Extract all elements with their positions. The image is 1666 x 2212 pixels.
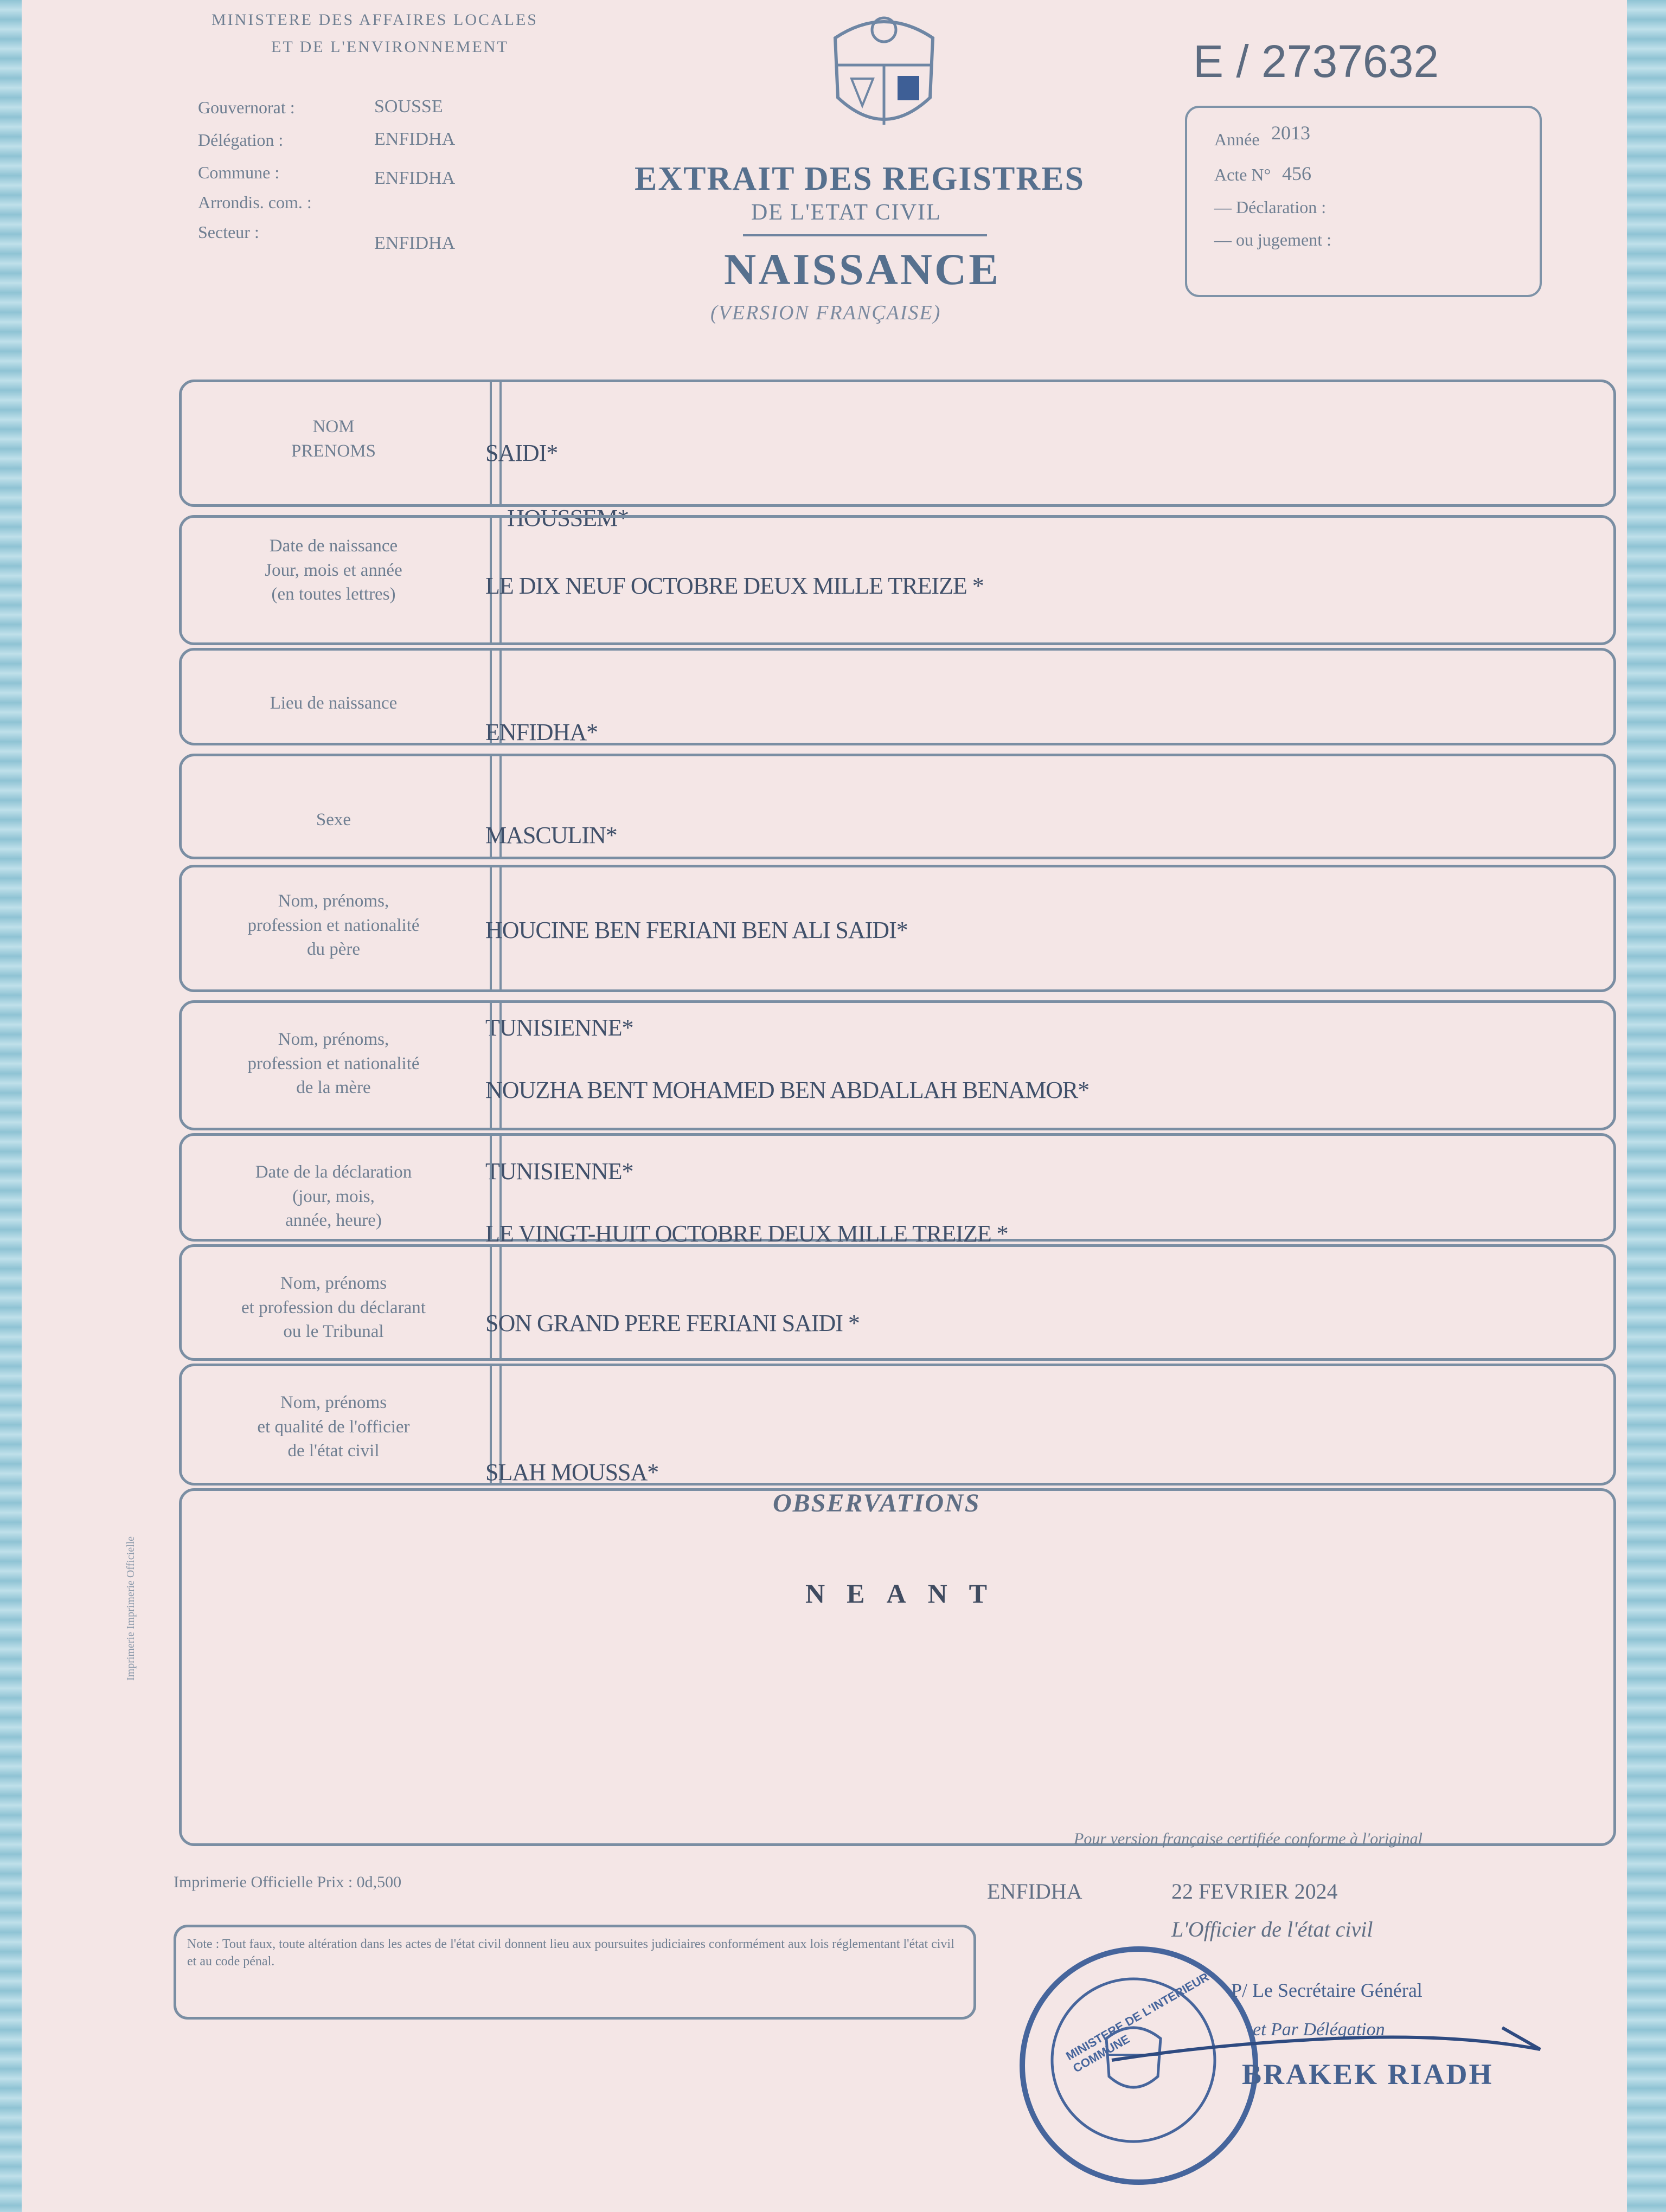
tunisia-coat-of-arms-icon [813,5,954,141]
row-label-nom-prenoms: NOM PRENOMS [291,417,376,461]
field-label-gouvernorat: Gouvernorat : [198,98,295,117]
field-label-secteur: Secteur : [198,222,259,242]
declaration-label: — Déclaration : [1214,197,1327,217]
document-subtitle: DE L'ETAT CIVIL [751,200,941,225]
issue-place: ENFIDHA [987,1879,1082,1904]
row-label-mere: Nom, prénoms, profession et nationalité de la mère [247,1030,420,1098]
observations-value: NEANT [805,1578,1009,1609]
row-lieu-naissance [179,648,1616,745]
serial-number: E / 2737632 [1193,36,1439,87]
row-value-pere-nom: HOUCINE BEN FERIANI BEN ALI SAIDI* [485,917,908,943]
document-title: EXTRAIT DES REGISTRES [635,160,1085,197]
legal-note-text: Note : Tout faux, toute altération dans les actes de l'état civil donnent lieu aux poursuites judiciaires conformément aux lois réglementant l'état civil et au code pénal. [187,1937,954,1969]
side-printer-text: Imprimerie Imprimerie Officielle [125,1536,137,1681]
field-value-delegation: ENFIDHA [374,129,456,149]
title-underline [743,234,987,236]
field-value-commune: ENFIDHA [374,168,456,188]
jugement-label: — ou jugement : [1214,230,1331,249]
row-date-naissance [179,515,1616,645]
annee-value: 2013 [1271,122,1310,144]
row-value-date-naissance: LE DIX NEUF OCTOBRE DEUX MILLE TREIZE * [485,573,984,599]
legal-note-box [174,1925,976,2020]
ministry-line1: MINISTERE DES AFFAIRES LOCALES [212,11,538,29]
row-label-sexe: Sexe [316,810,351,829]
field-value-secteur: ENFIDHA [374,233,456,253]
row-value-officier: SLAH MOUSSA* [485,1459,659,1486]
row-value-lieu-naissance: ENFIDHA* [485,719,598,745]
row-divider [490,1247,502,1358]
row-label-declarant: Nom, prénoms et profession du déclarant ou le Tribunal [241,1274,426,1342]
row-mere [179,1000,1616,1185]
row-nom-prenoms [179,380,1616,531]
row-value-date-declaration: LE VINGT-HUIT OCTOBRE DEUX MILLE TREIZE * [485,1220,1008,1247]
document-type: NAISSANCE [724,245,1001,294]
row-pere [179,865,1616,1041]
signer-name: BRAKEK RIADH [1242,2058,1494,2091]
observations-box [179,1488,1616,1846]
row-value-nom: SAIDI* [485,440,558,466]
row-value-mere-nationalite: TUNISIENNE* [485,1158,633,1185]
row-value-sexe: MASCULIN* [485,822,617,848]
field-label-delegation: Délégation : [198,130,284,150]
annee-label: Année [1214,130,1260,149]
row-value-pere-nationalite: TUNISIENNE* [485,1014,633,1041]
row-date-declaration [179,1133,1616,1247]
ministry-line2: ET DE L'ENVIRONNEMENT [271,38,509,56]
row-sexe [179,754,1616,859]
acte-label: Acte N° [1214,165,1271,184]
acte-value: 456 [1282,163,1311,184]
imprimerie-price: Imprimerie Officielle Prix : 0d,500 [174,1873,402,1891]
row-label-date-declaration: Date de la déclaration (jour, mois, année, heure) [255,1162,412,1231]
observations-title: OBSERVATIONS [773,1489,981,1517]
document-page [22,0,1627,2212]
row-value-declarant: SON GRAND PERE FERIANI SAIDI * [485,1310,860,1336]
delegation-line: et Par Délégation [1253,2020,1385,2040]
field-label-commune: Commune : [198,163,280,182]
row-label-pere: Nom, prénoms, profession et nationalité du père [247,891,420,960]
field-label-arrondissement: Arrondis. com. : [198,192,312,212]
row-value-prenoms: HOUSSEM* [507,505,629,531]
row-officier [179,1364,1616,1486]
row-label-lieu-naissance: Lieu de naissance [270,693,398,713]
version-label: (VERSION FRANÇAISE) [710,301,941,324]
row-label-date-naissance: Date de naissance Jour, mois et année (en toutes lettres) [265,536,402,605]
secretary-line: P/ Le Secrétaire Général [1231,1979,1422,2001]
field-value-gouvernorat: SOUSSE [374,97,443,117]
acte-box [1185,106,1542,297]
issue-date: 22 FEVRIER 2024 [1171,1879,1338,1904]
row-divider [490,1003,502,1128]
row-value-mere-nom: NOUZHA BENT MOHAMED BEN ABDALLAH BENAMOR* [485,1077,1090,1103]
officer-title: L'Officier de l'état civil [1171,1917,1373,1941]
row-declarant [179,1244,1616,1361]
certification-note: Pour version française certifiée conforme à l'original [1074,1830,1422,1848]
row-label-officier: Nom, prénoms et qualité de l'officier de l'état civil [257,1393,410,1461]
stamp-text: MINISTERE DE L'INTERIEUR · COMMUNE [1063,1966,1218,2075]
